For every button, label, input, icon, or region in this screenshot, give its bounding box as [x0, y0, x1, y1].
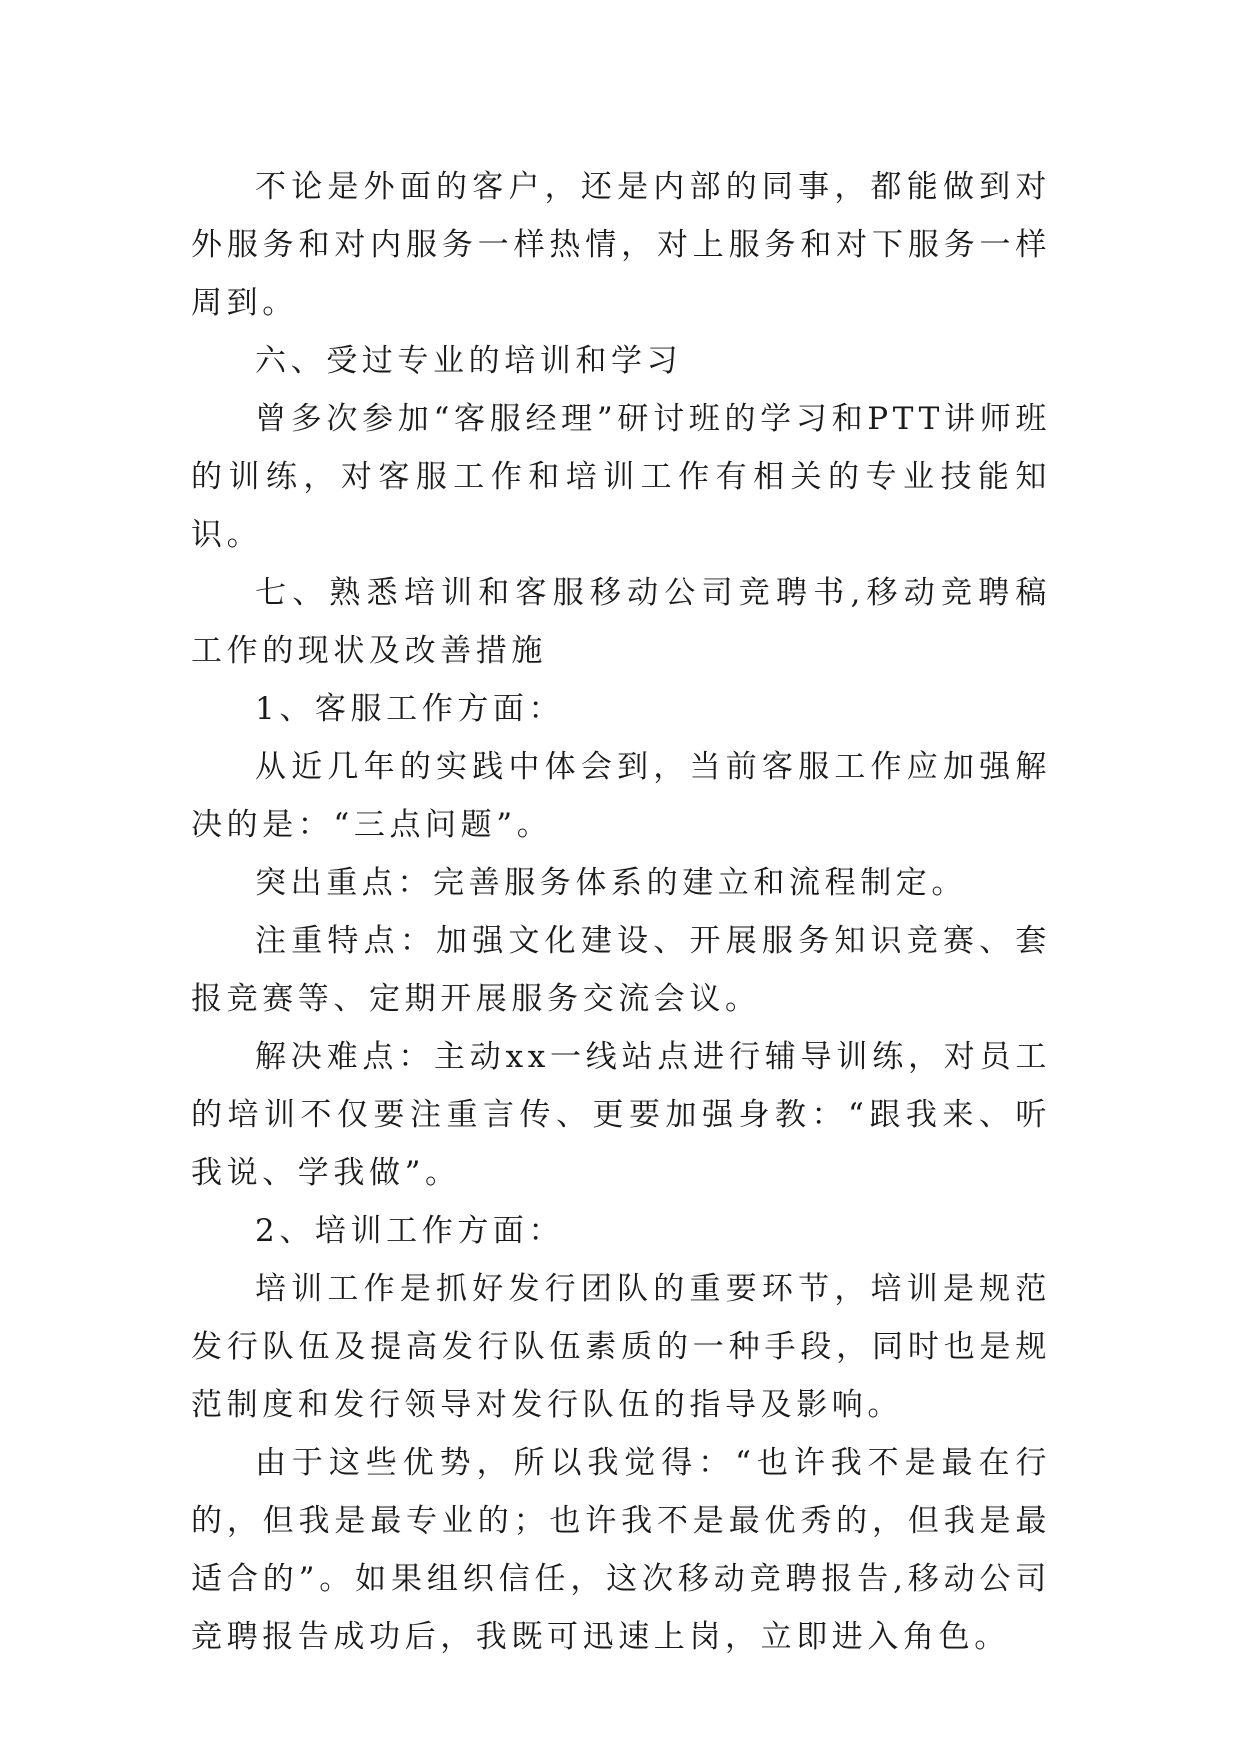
paragraph-training-experience: 曾多次参加“客服经理”研讨班的学习和PTT讲师班的训练，对客服工作和培训工作有相关的专业技能知识。 — [191, 401, 1051, 553]
paragraph-characteristics: 注重特点：加强文化建设、开展服务知识竞赛、套报竞赛等、定期开展服务交流会议。 — [191, 923, 1051, 1017]
document-body — [191, 158, 1051, 1666]
paragraph-conclusion: 由于这些优势，所以我觉得：“也许我不是最在行的，但我是最专业的；也许我不是最优秀的，但我是最适合的”。如果组织信任，这次移动竞聘报告,移动公司竞聘报告成功后，我既可迅速上岗，立即进入角色。 — [191, 1445, 1051, 1655]
heading-section-six: 六、受过专业的培训和学习 — [255, 343, 683, 379]
paragraph-service-attitude: 不论是外面的客户，还是内部的同事，都能做到对外服务和对内服务一样热情，对上服务和对下服务一样周到。 — [191, 169, 1051, 321]
paragraph-three-issues: 从近几年的实践中体会到，当前客服工作应加强解决的是：“三点问题”。 — [191, 749, 1051, 843]
subheading-training-work: 2、培训工作方面： — [255, 1213, 565, 1249]
paragraph-training-importance: 培训工作是抓好发行团队的重要环节，培训是规范发行队伍及提高发行队伍素质的一种手段，同时也是规范制度和发行领导对发行队伍的指导及影响。 — [191, 1271, 1051, 1423]
paragraph-difficulties: 解决难点：主动xx一线站点进行辅导训练，对员工的培训不仅要注重言传、更要加强身教：“跟我来、听我说、学我做”。 — [191, 1039, 1051, 1191]
heading-section-seven: 七、熟悉培训和客服移动公司竞聘书,移动竞聘稿工作的现状及改善措施 — [191, 575, 1051, 669]
paragraph-key-focus: 突出重点：完善服务体系的建立和流程制定。 — [255, 865, 967, 901]
subheading-customer-service: 1、客服工作方面： — [255, 691, 565, 727]
